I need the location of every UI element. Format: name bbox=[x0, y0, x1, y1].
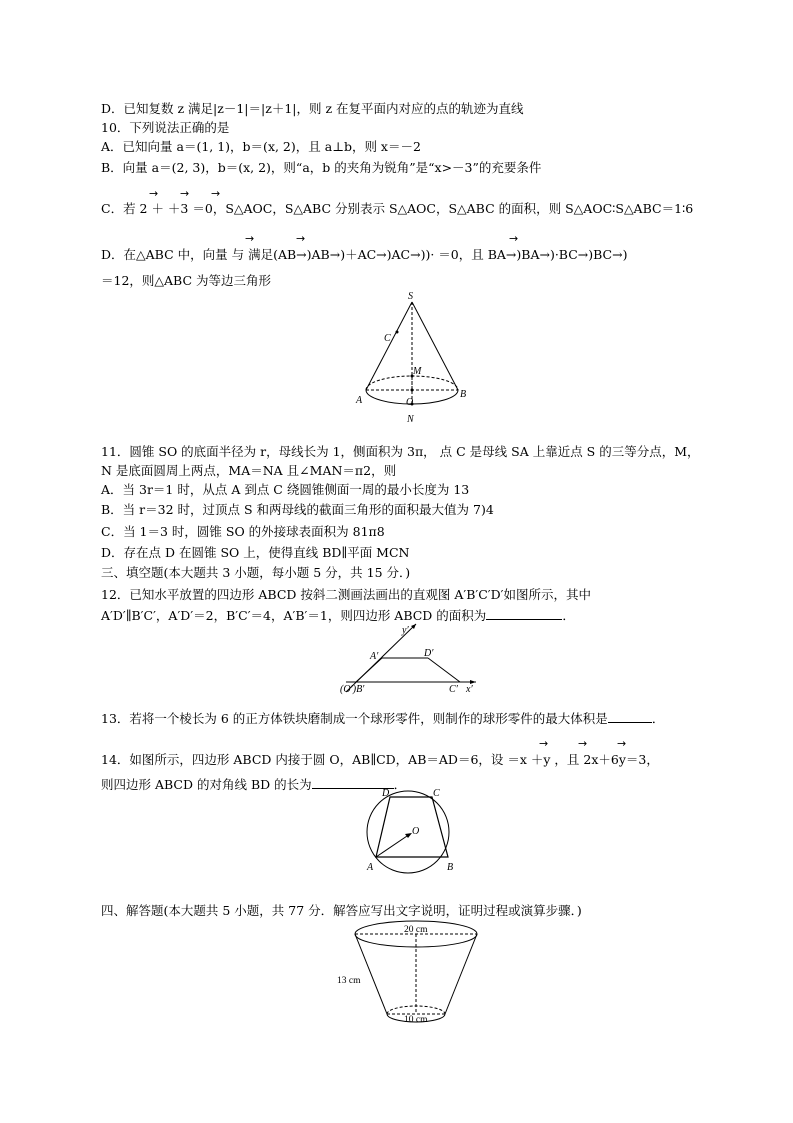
vector-arrow: → bbox=[509, 232, 519, 245]
label-b: B bbox=[460, 389, 467, 400]
label-top: 20 cm bbox=[404, 925, 428, 935]
oblique-quadrilateral-figure bbox=[340, 618, 480, 696]
cone-figure bbox=[350, 288, 480, 428]
question-14-text: 则四边形 ABCD 的对角线 BD 的长为 bbox=[101, 777, 312, 792]
answer-blank bbox=[608, 711, 652, 723]
label-a: A bbox=[367, 862, 374, 873]
label-side: 13 cm bbox=[337, 976, 361, 986]
frustum-figure bbox=[336, 918, 486, 1028]
label-c: C′ bbox=[449, 684, 458, 695]
option-9d: D．已知复数 z 满足|z－1|＝|z＋1|，则 z 在复平面内对应的点的轨迹为直线 bbox=[101, 101, 524, 116]
label-d: D bbox=[382, 788, 390, 799]
label-s: S bbox=[408, 291, 413, 302]
period: ． bbox=[651, 711, 665, 726]
label-y: y′ bbox=[402, 625, 409, 636]
question-10: 10．下列说法正确的是 bbox=[101, 120, 230, 135]
vector-arrow: → bbox=[578, 737, 588, 750]
label-a: A′ bbox=[370, 651, 379, 662]
label-n: N bbox=[407, 414, 414, 425]
option-11b: B．当 r＝32 时，过顶点 S 和两母线的截面三角形的面积最大值为 7)4 bbox=[101, 502, 494, 517]
option-11a: A．当 3r＝1 时，从点 A 到点 C 绕圆锥侧面一周的最小长度为 13 bbox=[101, 482, 470, 497]
label-bottom: 10 cm bbox=[404, 1015, 428, 1025]
question-12: 12．已知水平放置的四边形 ABCD 按斜二测画法画出的直观图 A′B′C′D′如图所示，其中 bbox=[101, 587, 592, 602]
option-10d-cont: ＝12，则△ABC 为等边三角形 bbox=[101, 273, 272, 288]
label-o: (O′)B′ bbox=[340, 684, 365, 695]
option-10b: B．向量 a＝(2, 3)，b＝(x, 2)，则“a，b 的夹角为锐角”是“x>－3”的充要条件 bbox=[101, 160, 542, 175]
period: ． bbox=[562, 608, 575, 623]
question-13-text: 13．若将一个棱长为 6 的正方体铁块磨制成一个球形零件，则制作的球形零件的最大体积是 bbox=[101, 711, 608, 726]
label-x: x′ bbox=[466, 684, 473, 695]
question-12-text: A′D′∥B′C′，A′D′＝2，B′C′＝4，A′B′＝1，则四边形 ABCD 的面积为 bbox=[101, 608, 487, 623]
label-c: C bbox=[433, 788, 440, 799]
option-11d: D．存在点 D 在圆锥 SO 上，使得直线 BD∥平面 MCN bbox=[101, 545, 410, 560]
period: ． bbox=[393, 777, 407, 792]
label-d: D′ bbox=[424, 648, 434, 659]
vector-arrow: → bbox=[149, 187, 159, 200]
label-o: O bbox=[406, 397, 414, 408]
option-10a: A．已知向量 a＝(1, 1)，b＝(x, 2)，且 a⊥b，则 x＝－2 bbox=[101, 139, 421, 154]
label-o: O bbox=[412, 826, 420, 837]
option-10d: D．在△ABC 中，向量 与 满足(AB→)AB→)＋AC→)AC→))· ＝0，且 BA→)BA→)·BC→)BC→) bbox=[101, 247, 628, 262]
vector-arrow: → bbox=[296, 232, 306, 245]
label-a: A bbox=[356, 395, 363, 406]
label-c: C bbox=[384, 333, 391, 344]
vector-arrow: → bbox=[180, 187, 190, 200]
question-14: 14．如图所示，四边形 ABCD 内接于圆 O，AB∥CD，AB＝AD＝6，设 ＝x ＋y ，且 2x＋6y＝3， bbox=[101, 752, 659, 767]
question-11: 11．圆锥 SO 的底面半径为 r，母线长为 1，侧面积为 3π， 点 C 是母线 SA 上靠近点 S 的三等分点，M， bbox=[101, 444, 700, 459]
label-m: M bbox=[413, 366, 422, 377]
section-3-heading: 三、填空题(本大题共 3 小题，每小题 5 分，共 15 分．) bbox=[101, 565, 411, 580]
vector-arrow: → bbox=[245, 232, 255, 245]
option-10c: C．若 2 ＋ ＋3 ＝0，S△AOC，S△ABC 分别表示 S△AOC，S△ABC 的面积，则 S△AOC∶S△ABC＝1∶6 bbox=[101, 201, 694, 216]
vector-arrow: → bbox=[211, 187, 221, 200]
answer-blank bbox=[486, 608, 562, 620]
question-11-cont: N 是底面圆周上两点，MA＝NA 且∠MAN＝π2，则 bbox=[101, 463, 397, 478]
question-13 bbox=[101, 711, 664, 727]
vector-arrow: → bbox=[539, 737, 549, 750]
section-4-heading: 四、解答题(本大题共 5 小题，共 77 分．解答应写出文字说明，证明过程或演算步骤．) bbox=[101, 903, 582, 918]
option-11c: C．当 1＝3 时，圆锥 SO 的外接球表面积为 81π8 bbox=[101, 524, 385, 539]
inscribed-quadrilateral-figure bbox=[360, 782, 460, 878]
vector-arrow: → bbox=[617, 737, 627, 750]
label-b: B bbox=[447, 862, 454, 873]
question-12-cont bbox=[101, 608, 575, 624]
